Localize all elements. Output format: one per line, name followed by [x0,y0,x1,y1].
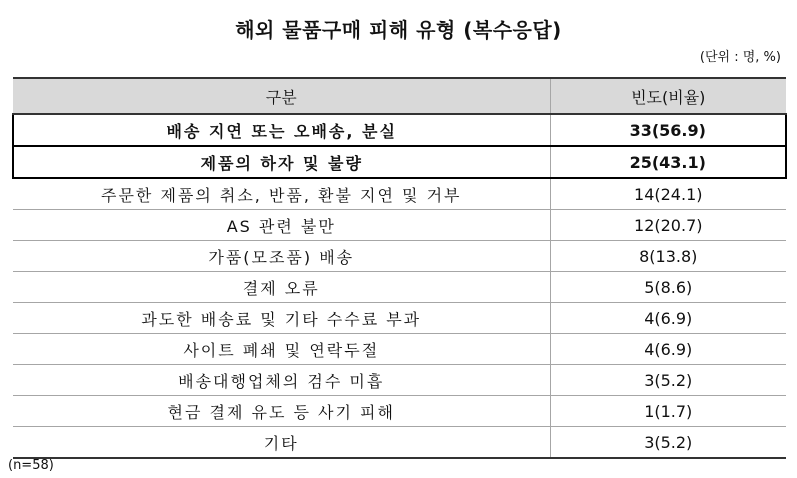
table-row [13,272,786,303]
table-row [13,427,786,459]
row-value: 4(6.9) [550,334,786,365]
unit-label: (단위 : 명, %) [699,50,781,65]
row-value: 12(20.7) [550,210,786,241]
row-label: 배송 지연 또는 오배송, 분실 [13,114,550,146]
row-label: 가품(모조품) 배송 [13,241,550,272]
table-row [13,365,786,396]
table-row [13,241,786,272]
table-row [13,178,786,210]
row-value: 33(56.9) [550,114,786,146]
table-row [13,146,786,178]
row-value: 25(43.1) [550,146,786,178]
header-frequency: 빈도(비율) [550,78,786,114]
table-row [13,334,786,365]
table-row [13,114,786,146]
row-label: 제품의 하자 및 불량 [13,146,550,178]
damage-type-table [12,77,787,459]
table-row [13,210,786,241]
row-label: AS 관련 불만 [13,210,550,241]
table-row [13,303,786,334]
row-label: 배송대행업체의 검수 미흡 [13,365,550,396]
row-value: 4(6.9) [550,303,786,334]
row-value: 5(8.6) [550,272,786,303]
row-label: 현금 결제 유도 등 사기 피해 [13,396,550,427]
header-category: 구분 [13,78,550,114]
row-label: 주문한 제품의 취소, 반품, 환불 지연 및 거부 [13,178,550,210]
table-row [13,396,786,427]
table-title: 해외 물품구매 피해 유형 (복수응답) [235,18,562,42]
sample-size-note: (n=58) [8,458,54,473]
row-value: 1(1.7) [550,396,786,427]
row-label: 사이트 폐쇄 및 연락두절 [13,334,550,365]
row-value: 14(24.1) [550,178,786,210]
row-value: 3(5.2) [550,365,786,396]
row-value: 3(5.2) [550,427,786,459]
header-row [13,78,786,114]
row-value: 8(13.8) [550,241,786,272]
row-label: 기타 [13,427,550,459]
row-label: 결제 오류 [13,272,550,303]
row-label: 과도한 배송료 및 기타 수수료 부과 [13,303,550,334]
